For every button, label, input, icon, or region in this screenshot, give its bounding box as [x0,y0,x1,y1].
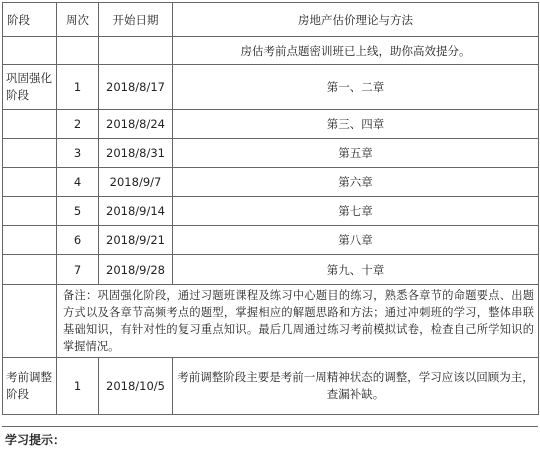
date-cell: 2018/9/28 [99,255,173,285]
empty-cell [3,255,57,285]
study-tips-heading: 学习提示： [2,426,538,450]
content-cell: 第五章 [173,139,539,168]
empty-cell [3,139,57,168]
week-cell: 6 [57,226,99,255]
stage-label-pre-exam: 考前调整阶段 [3,358,57,415]
table-row [3,65,539,110]
empty-cell [57,37,99,65]
week-cell: 4 [57,168,99,197]
header-start-date: 开始日期 [99,3,173,37]
content-cell: 第六章 [173,168,539,197]
week-cell: 1 [57,65,99,110]
empty-cell [3,197,57,226]
content-cell: 第七章 [173,197,539,226]
stage-label-consolidation: 巩固强化阶段 [3,65,57,110]
study-schedule-table [2,2,539,415]
content-cell: 第八章 [173,226,539,255]
empty-cell [3,285,57,358]
week-cell: 1 [57,358,99,415]
date-cell: 2018/9/14 [99,197,173,226]
table-row [3,226,539,255]
table-row [3,139,539,168]
header-stage: 阶段 [3,3,57,37]
date-cell: 2018/8/17 [99,65,173,110]
empty-cell [99,37,173,65]
empty-cell [3,110,57,139]
header-week: 周次 [57,3,99,37]
date-cell: 2018/8/24 [99,110,173,139]
week-cell: 5 [57,197,99,226]
week-cell: 3 [57,139,99,168]
announcement-row [3,37,539,65]
week-cell: 2 [57,110,99,139]
consolidation-note: 备注：巩固强化阶段，通过习题班课程及练习中心题目的练习，熟悉各章节的命题要点、出题方式以及各章节高频考点的题型，掌握相应的解题思路和方法；通过冲刺班的学习，整体串联基础知识，有针对性的复习重点知识。最后几周通过练习考前模拟试卷，检查自己所学知识的掌握情况。 [57,285,539,358]
header-subject: 房地产估价理论与方法 [173,3,539,37]
table-row [3,197,539,226]
empty-cell [3,168,57,197]
date-cell: 2018/9/7 [99,168,173,197]
empty-cell [3,37,57,65]
note-row [3,285,539,358]
announcement-text: 房估考前点题密训班已上线，助你高效提分。 [173,37,539,65]
table-row [3,255,539,285]
pre-exam-content: 考前调整阶段主要是考前一周精神状态的调整，学习应该以回顾为主，查漏补缺。 [173,358,539,415]
content-cell: 第一、二章 [173,65,539,110]
table-header-row [3,3,539,37]
empty-cell [3,226,57,255]
table-row [3,358,539,415]
table-row [3,110,539,139]
content-cell: 第九、十章 [173,255,539,285]
content-cell: 第三、四章 [173,110,539,139]
table-row [3,168,539,197]
week-cell: 7 [57,255,99,285]
date-cell: 2018/10/5 [99,358,173,415]
date-cell: 2018/9/21 [99,226,173,255]
date-cell: 2018/8/31 [99,139,173,168]
